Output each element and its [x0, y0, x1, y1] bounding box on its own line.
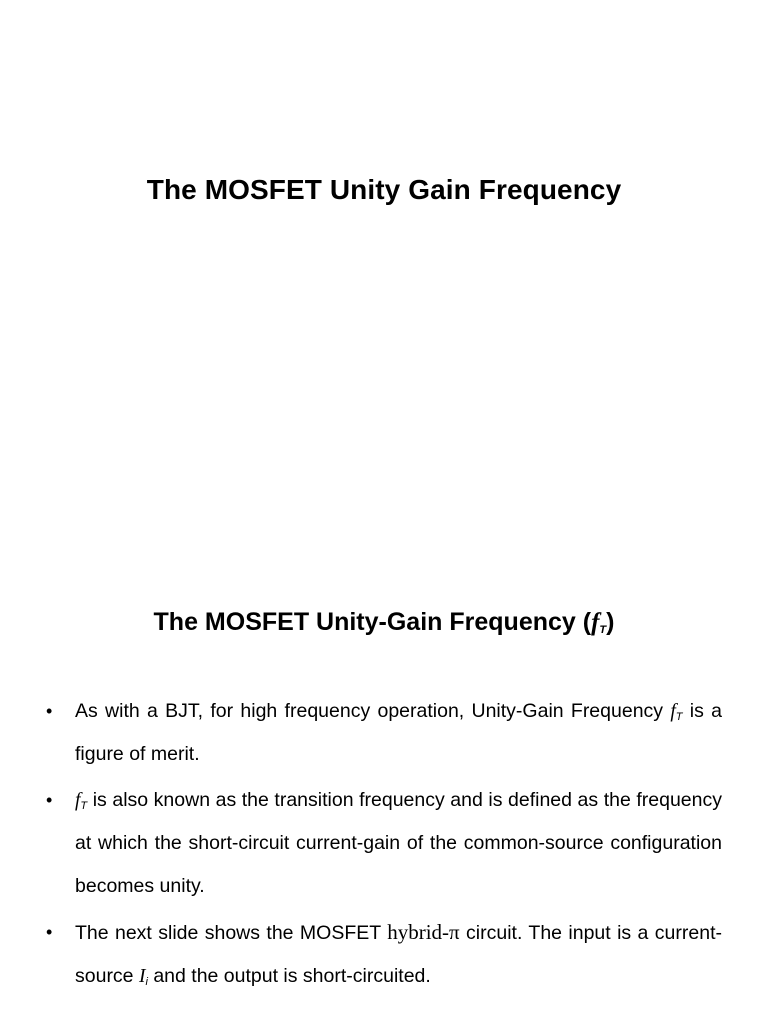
symbol-f: f	[670, 701, 676, 722]
slide-heading	[0, 608, 768, 637]
symbol-f: f	[75, 790, 81, 811]
subscript-t: T	[675, 711, 683, 723]
bullet-text-continued: is a figure of merit.	[75, 700, 722, 765]
slide-title: The MOSFET Unity Gain Frequency	[146, 174, 622, 205]
heading-text: The MOSFET Unity-Gain Frequency (	[153, 608, 592, 636]
bullet-item-1	[46, 690, 722, 776]
bullet-item-2	[46, 779, 722, 908]
bullet-marker: •	[46, 701, 53, 721]
subscript-t: T	[80, 800, 88, 812]
bullet-text: As with a BJT, for high frequency operation, Unity-Gain Frequency	[75, 700, 671, 722]
bullet-text: The next slide shows the MOSFET	[75, 922, 388, 944]
bullet-text-continued: circuit. The input is a current-source	[75, 922, 722, 987]
bullet-marker: •	[46, 790, 53, 810]
bullet-text: is also known as the transition frequency and is defined as the frequency at which the short-circuit current-gain of the common-source configuration becomes unity.	[75, 789, 722, 897]
heading-symbol-f: f	[591, 609, 600, 636]
content-slide	[0, 576, 768, 1024]
bullet-item-3	[46, 911, 722, 998]
heading-close-paren: )	[606, 608, 615, 636]
hybrid-pi-phrase: hybrid-π	[387, 920, 460, 944]
bullet-list	[46, 690, 722, 1001]
subscript-i: i	[145, 976, 148, 988]
heading-subscript: T	[599, 624, 607, 636]
symbol-i: I	[138, 966, 146, 987]
bullet-marker: •	[46, 922, 53, 942]
bullet-text-end: and the output is short-circuited.	[147, 965, 431, 987]
